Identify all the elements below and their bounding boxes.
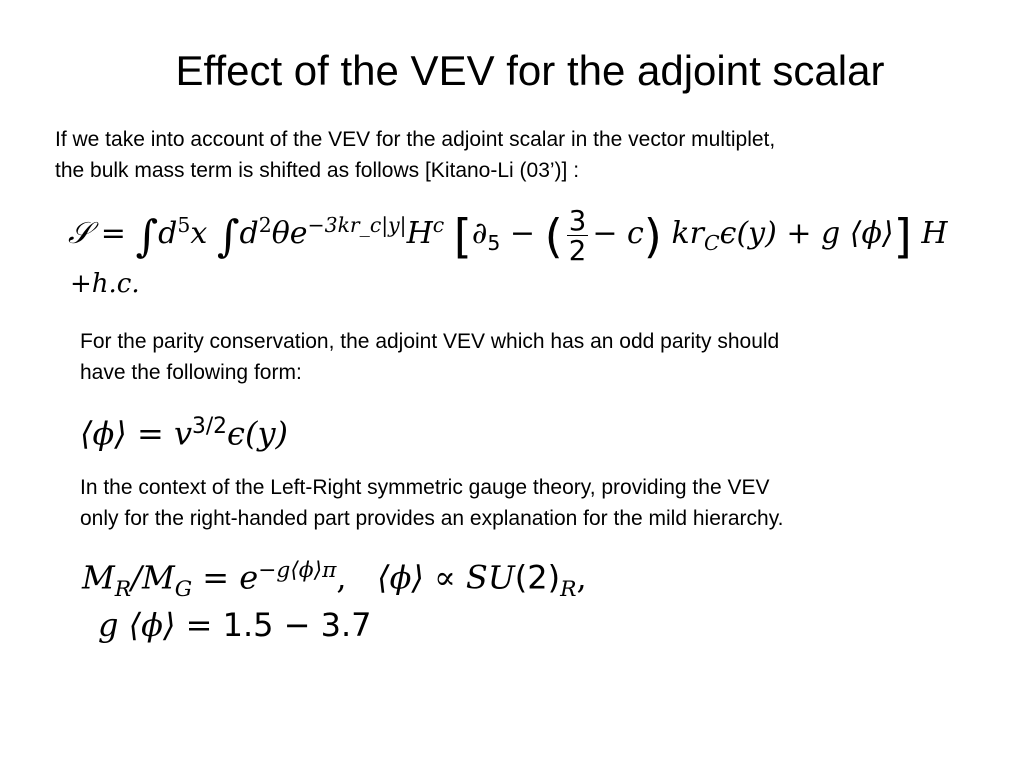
equation-coupling-range: g ⟨ϕ⟩ = 1.5 − 3.7: [98, 606, 372, 644]
paragraph-3: [80, 472, 784, 534]
paragraph-1: [55, 124, 775, 186]
paragraph-3-line-2: only for the right-handed part provides an explanation for the mild hierarchy.: [80, 507, 784, 530]
equation-hermitian-conjugate: +h.c.: [70, 269, 140, 299]
equation-adjoint-vev: ⟨ϕ⟩ = $v^{3/2}\epsilon(y)$: [80, 414, 288, 453]
paragraph-2-line-1: For the parity conservation, the adjoint VEV which has an odd parity should: [80, 330, 780, 353]
equation-action: 𝒮 = $\int d^5x$ $\int d^2\theta e^{-3kr\_c|y|}H^c$ [$\partial_5$ − ( $\frac{3}{2}$ − c) $kr_C\epsilon(y) + g$ ⟨ϕ⟩] H: [68, 203, 948, 267]
slide-title: Effect of the VEV for the adjoint scalar: [175, 47, 885, 94]
equation-mass-ratio: $M_R/M_G = e^{-g⟨\phi⟩\pi}$, ⟨ϕ⟩ ∝ $SU(2)_R$,: [82, 558, 587, 603]
paragraph-2: [80, 326, 779, 388]
paragraph-3-line-1: In the context of the Left-Right symmetric gauge theory, providing the VEV: [80, 476, 770, 499]
paragraph-2-line-2: have the following form:: [80, 361, 302, 384]
paragraph-1-line-1: If we take into account of the VEV for the adjoint scalar in the vector multiplet,: [55, 128, 776, 151]
paragraph-1-line-2: the bulk mass term is shifted as follows [Kitano-Li (03’)] :: [55, 159, 580, 182]
fraction-three-halves: $\frac{3}{2}$: [568, 203, 587, 267]
